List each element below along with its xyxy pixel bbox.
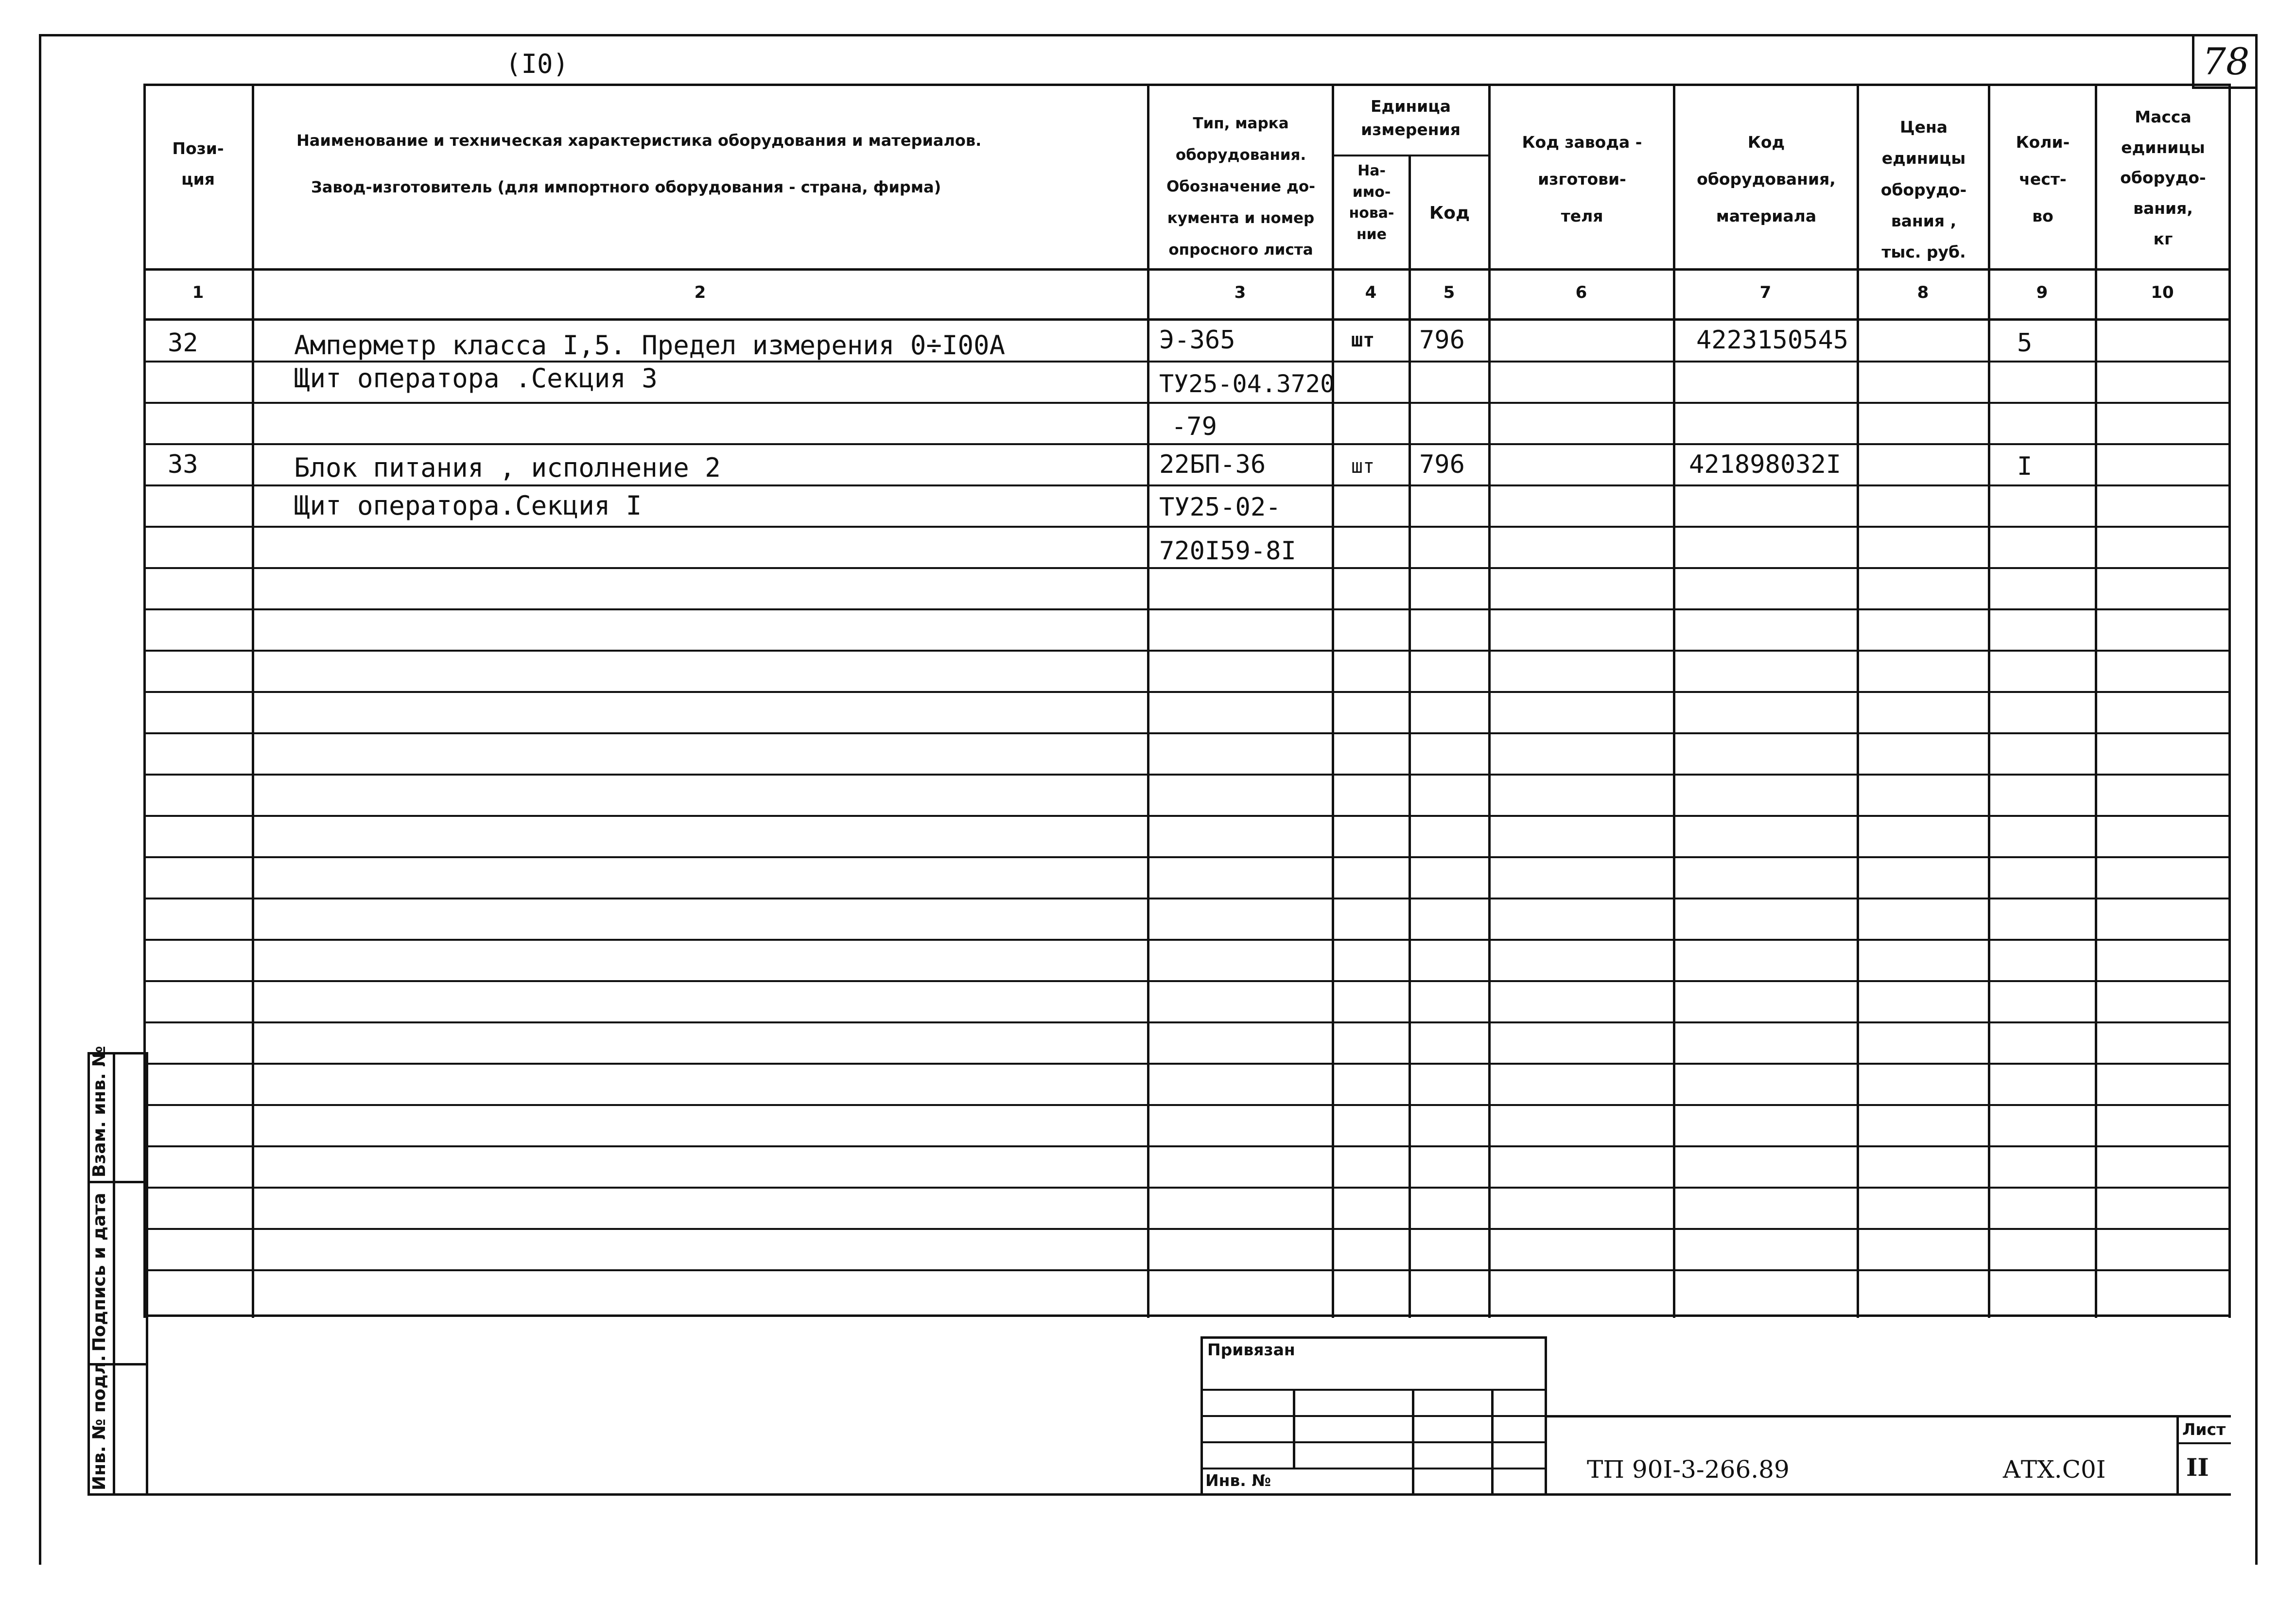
side-label-sign-date: Подпись и дата xyxy=(89,1192,109,1352)
title-block-top xyxy=(1200,1336,1546,1339)
page-number-box-left xyxy=(2192,34,2194,87)
row-line xyxy=(143,856,2231,858)
row-line xyxy=(143,1228,2231,1230)
table-cell-type: -79 xyxy=(1171,412,1217,441)
side-label-inv-replace: Взам. инв. № xyxy=(89,1046,109,1177)
table-cell-unit-code: 796 xyxy=(1419,450,1465,479)
table-cell-position: 32 xyxy=(168,328,198,358)
column-number-row-bottom xyxy=(143,318,2231,321)
column-number: 7 xyxy=(1759,283,1772,302)
header-price: Цена единицы оборудо- вания , тыс. руб. xyxy=(1880,118,1967,262)
col-line-9 xyxy=(2095,84,2097,1318)
col-line-1 xyxy=(252,84,254,1318)
title-block-col xyxy=(1412,1389,1414,1493)
title-block-line xyxy=(1200,1441,1546,1443)
row-line xyxy=(143,402,2231,404)
header-bottom-border xyxy=(143,268,2231,271)
column-number: 5 xyxy=(1443,283,1455,302)
column-number: 3 xyxy=(1234,283,1246,302)
row-line xyxy=(143,939,2231,941)
table-cell-name: Блок питания , исполнение 2 xyxy=(294,452,721,483)
column-number: 2 xyxy=(694,283,706,302)
table-cell-name: Щит оператора .Секция 3 xyxy=(294,363,658,394)
table-cell-quantity: 5 xyxy=(2017,328,2033,358)
header-name: Наименование и техническая характеристика оборудования и материалов. Завод-изготовитель (для импортного оборудования - страна, фирма) xyxy=(296,131,982,196)
row-line xyxy=(143,567,2231,569)
table-cell-type: ТУ25-02- xyxy=(1159,493,1281,522)
table-top-border xyxy=(143,84,2231,86)
table-cell-position: 33 xyxy=(168,450,198,479)
col-line-5 xyxy=(1488,84,1491,1318)
col-line-3 xyxy=(1332,84,1334,1318)
table-cell-unit: шт xyxy=(1351,329,1375,351)
row-line xyxy=(143,691,2231,693)
sheet-box-left xyxy=(2176,1415,2179,1494)
row-line xyxy=(143,1021,2231,1023)
table-cell-type: 720I59-8I xyxy=(1159,536,1296,566)
table-cell-quantity: I xyxy=(2017,452,2033,481)
attached-label: Привязан xyxy=(1207,1340,1295,1359)
header-unit-code: Код xyxy=(1429,203,1470,223)
column-number: 10 xyxy=(2151,283,2174,302)
row-line xyxy=(143,361,2231,363)
col-line-7 xyxy=(1857,84,1859,1318)
page-number: 78 xyxy=(2202,40,2250,83)
title-block-line xyxy=(1200,1468,1546,1469)
row-line xyxy=(143,650,2231,652)
document-code: ТП 90I-3-266.89 xyxy=(1587,1455,1790,1484)
title-block-main-top xyxy=(1545,1415,2231,1417)
table-cell-equipment-code: 421898032I xyxy=(1689,450,1842,479)
row-line xyxy=(143,1063,2231,1065)
page-number-box-bottom xyxy=(2192,86,2258,89)
row-line xyxy=(143,980,2231,982)
table-bottom-border xyxy=(143,1314,2231,1317)
frame-left xyxy=(39,34,41,1565)
table-cell-unit-code: 796 xyxy=(1419,326,1465,355)
col-line-6 xyxy=(1673,84,1675,1318)
table-cell-type: ТУ25-04.3720 xyxy=(1159,370,1335,398)
header-unit-group: Единица измерения xyxy=(1361,97,1461,139)
header-equipment-code: Код оборудования, материала xyxy=(1697,133,1836,225)
row-line xyxy=(143,898,2231,899)
row-line xyxy=(143,526,2231,528)
row-line xyxy=(143,1145,2231,1147)
sheet-box-divider xyxy=(2176,1442,2231,1444)
header-mass: Масса единицы оборудо- вания, кг xyxy=(2120,107,2206,248)
row-line xyxy=(143,443,2231,445)
col-line-4 xyxy=(1409,155,1411,1318)
header-unit-name: На- имо- нова- ние xyxy=(1349,162,1394,243)
row-line xyxy=(143,608,2231,610)
table-cell-name: Щит оператора.Секция I xyxy=(294,490,642,521)
sheet-number: II xyxy=(2186,1453,2209,1482)
col-line-2 xyxy=(1147,84,1149,1318)
table-cell-equipment-code: 4223150545 xyxy=(1696,326,1849,355)
sheet-label: Лист xyxy=(2182,1420,2226,1439)
side-stamp-right xyxy=(146,1052,148,1494)
table-cell-type: 22БП-36 xyxy=(1159,450,1266,479)
frame-top xyxy=(39,34,2258,36)
col-line-8 xyxy=(1988,84,1990,1318)
row-line xyxy=(143,732,2231,734)
row-line xyxy=(143,1187,2231,1189)
table-cell-type: Э-365 xyxy=(1159,326,1235,355)
row-line xyxy=(143,1269,2231,1271)
title-block-col xyxy=(1293,1389,1295,1469)
column-number: 8 xyxy=(1917,283,1929,302)
side-stamp-divider-1 xyxy=(87,1181,147,1183)
table-cell-unit: шт xyxy=(1351,455,1375,478)
side-stamp-bottom xyxy=(87,1493,2231,1496)
row-line xyxy=(143,815,2231,817)
title-block-line xyxy=(1200,1389,1546,1391)
sheet-marker: (I0) xyxy=(505,49,569,79)
column-number: 1 xyxy=(192,283,204,302)
title-block-col xyxy=(1491,1389,1494,1493)
title-block-line xyxy=(1200,1415,1546,1417)
row-line xyxy=(143,774,2231,776)
column-number: 4 xyxy=(1365,283,1377,302)
inv-no-label: Инв. № xyxy=(1205,1471,1271,1490)
header-position: Пози- ция xyxy=(172,139,224,189)
header-type-mark: Тип, марка оборудования. Обозначение до- кумента и номер опросного листа xyxy=(1166,115,1316,259)
col-line-10 xyxy=(2228,84,2231,1318)
row-line xyxy=(143,1104,2231,1106)
header-factory-code: Код завода - изготови- теля xyxy=(1522,133,1642,225)
side-stamp-inner xyxy=(113,1052,115,1494)
side-label-inv-orig: Инв. № подл. xyxy=(89,1355,109,1490)
frame-right xyxy=(2255,34,2258,1565)
table-cell-name: Амперметр класса I,5. Предел измерения 0÷I00A xyxy=(294,330,1005,361)
set-code: АТХ.С0I xyxy=(2002,1455,2106,1484)
column-number: 9 xyxy=(2036,283,2048,302)
column-number: 6 xyxy=(1575,283,1587,302)
row-line xyxy=(143,484,2231,486)
header-quantity: Коли- чест- во xyxy=(2016,133,2070,225)
